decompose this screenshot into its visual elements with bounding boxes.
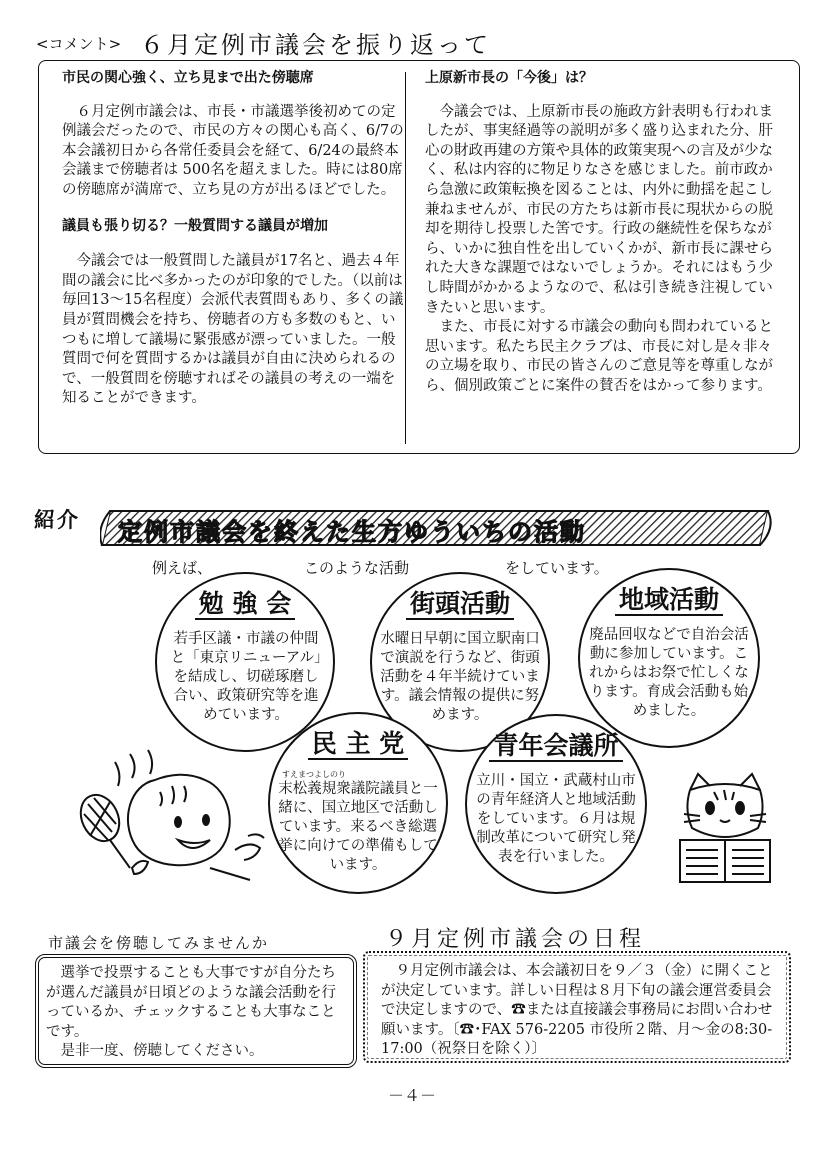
activity-title-party: 民 主 党 xyxy=(268,724,448,760)
schedule-title: ９月定例市議会の日程 xyxy=(385,927,646,952)
example-text-a: 例えば、 xyxy=(152,559,213,577)
right-paragraph-2: また、市長に対する市議会の動向も問われていると思います。私たち民主クラブは、市長に対し是々非々の立場を取り、市民の皆さんのご意見等を尊重しながら、個別政策ごとに案件の賛否をはかって参ります。 xyxy=(425,319,773,394)
left-heading-1: 市民の関心強く、立ち見まで出た傍聴席 xyxy=(62,70,314,86)
example-text-c: をしています。 xyxy=(505,559,609,577)
page-number: －４－ xyxy=(388,1086,437,1105)
example-text-b: このような活動 xyxy=(304,559,410,577)
activity-body-party: 末松義規衆議院議員と一緒に、国立地区で活動しています。来るべき総選挙に向けての準備もしています。 xyxy=(278,781,438,873)
right-paragraph-1: 今議会では、上原新市長の施政方針表明も行われましたが、事実経過等の説明が多く盛り込まれた分、肝心の財政再建の方策や具体的政策実現への言及が少なく、私は内容的に物足りなさを感じました。前市政から急激に政策転換を図ることは、内外に動揺を起こし兼ねませんが、市民の方たちは新市長に現状からの脱却を期待し投票した筈です。行政の継続性を保ちながら、いかに独自性を出していくかが、新市長に課せられた大きな課題ではないでしょうか。それにはもう少し時間がかかるようなので、私は引き続き注視していきたいと思います。 xyxy=(425,103,773,316)
activity-body-street: 水曜日早朝に国立駅南口で演説を行うなど、街頭活動を４年半続けています。議会情報の提供に努めます。 xyxy=(380,631,540,723)
left-heading-2: 議員も張り切る？一般質問する議員が増加 xyxy=(62,217,328,234)
activity-title-jc: 青年会議所 xyxy=(465,726,647,762)
cat-illustration xyxy=(670,770,780,890)
schedule-body: ９月定例市議会は、本会議初日を９／３（金）に開くことが決定しています。詳しい日程は８月下旬の議会運営委員会で決定しますので、☎または直接議会事務局にお問い合わせ願います。〔☎･FAX 576-2205 市役所２階、月～金の8:30-17:00（祝祭日を除く）〕 xyxy=(381,963,773,1057)
activity-ruby-party: すえまつよしのり xyxy=(282,770,346,779)
gallery-invite-title: 市議会を傍聴してみませんか xyxy=(48,934,270,952)
activity-title-study: 勉 強 会 xyxy=(155,584,335,620)
activity-title-street: 街頭活動 xyxy=(370,584,550,620)
boy-illustration xyxy=(60,740,270,890)
left-paragraph-1: ６月定例市議会は、市長・市議選挙後初めての定例議会だったので、市民の方々の関心も高く、6/7の本会議初日から各常任委員会を経て、6/24の最終本会議まで傍聴者は 500名を超えました。時には80席の傍聴席が満席で、立ち見の方が出るほどでした。 xyxy=(62,103,404,198)
activity-body-study: 若手区議・市議の仲間と「東京リニューアル」を結成し、切磋琢磨し合い、政策研究等を進めています。 xyxy=(170,631,322,723)
gallery-invite-body-1: 選挙で投票することも大事ですが自分たちが選んだ議員が日頃どのような議会活動を行っているか、チェックすることも大事なことです。 xyxy=(46,965,336,1040)
page-title: ６月定例市議会を振り返って xyxy=(140,31,491,59)
comment-left-column xyxy=(62,69,407,409)
activities-banner-text: 定例市議会を終えた生方ゆういちの活動 xyxy=(118,518,586,546)
activity-body-community: 廃品回収などで自治会活動に参加しています。これからはお祭で忙しくなります。育成会活動も始めました。 xyxy=(589,627,749,719)
gallery-invite-text xyxy=(46,964,348,1062)
intro-label: 紹介 xyxy=(34,508,80,532)
left-paragraph-2: 今議会では一般質問した議員が17名と、過去４年間の議会に比べ多かったのが印象的でした。（以前は毎回13～15名程度）会派代表質問もあり、多くの議員が質問機会を持ち、傍聴者の方も多数のもと、いつもに増して議場に緊張感が漂っていました。一般質問で何を質問するかは議員が自由に決められるので、一般質問を傍聴すればその議員の考えの一端を知ることができます。 xyxy=(62,253,404,407)
activity-body-jc: 立川・国立・武蔵村山市の青年経済人と地域活動をしています。６月は規制改革について研究し発表を行いました。 xyxy=(476,773,636,865)
header-tag: <コメント> xyxy=(36,35,122,53)
right-heading: 上原新市長の「今後」は？ xyxy=(425,70,593,86)
activity-title-community: 地域活動 xyxy=(578,580,760,616)
schedule-text xyxy=(381,962,777,1060)
gallery-invite-body-2: 是非一度、傍聴してください。 xyxy=(60,1043,264,1059)
comment-right-column xyxy=(425,69,775,397)
